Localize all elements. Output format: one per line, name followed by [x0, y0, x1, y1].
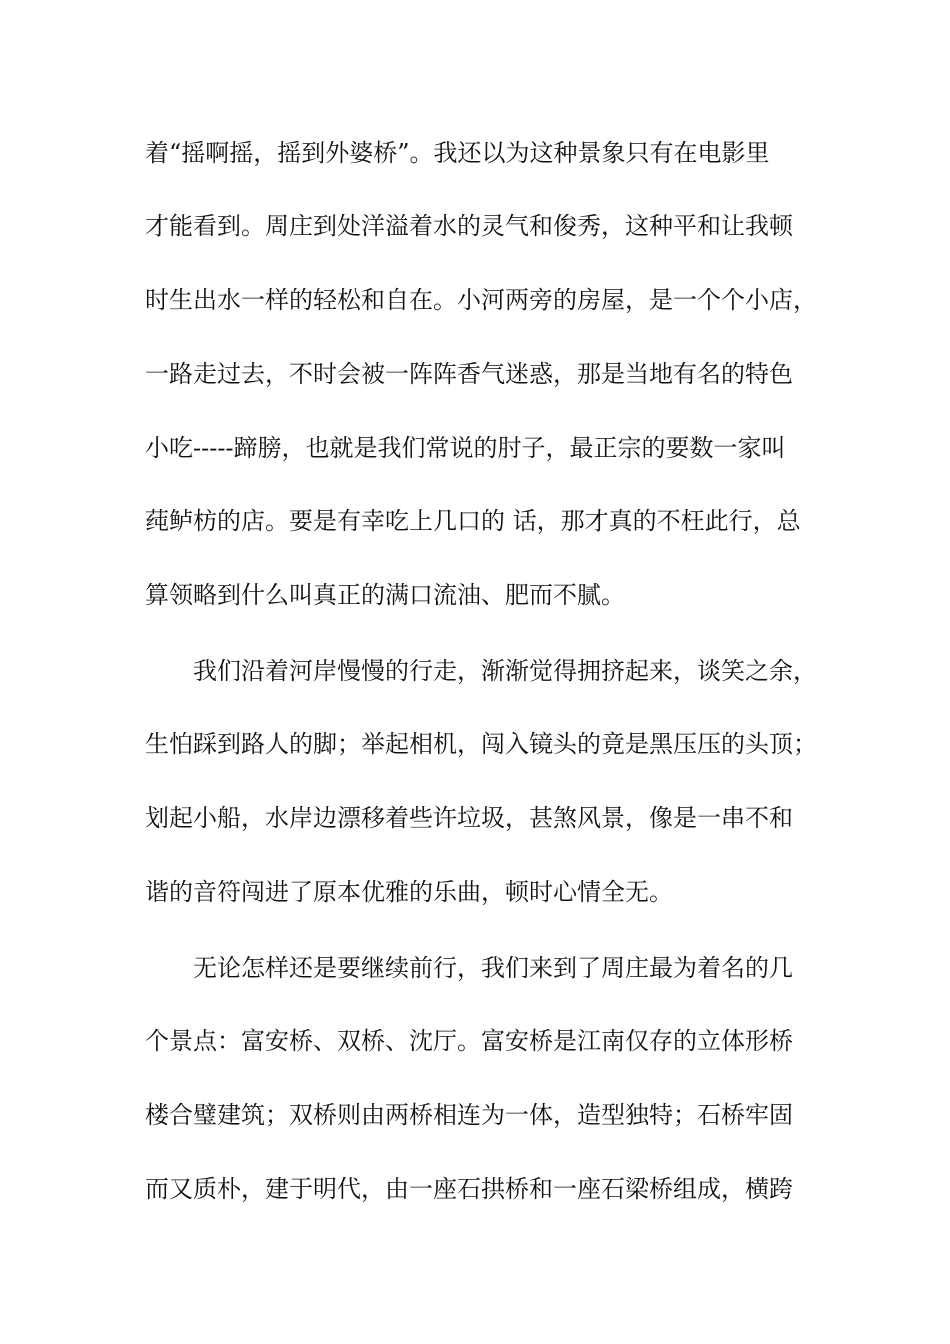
text-line-12: 无论怎样还是要继续前行，我们来到了周庄最为着名的几: [145, 954, 793, 982]
text-line-10: 划起小船，水岸边漂移着些许垃圾，甚煞风景，像是一串不和: [145, 804, 793, 832]
text-line-11: 谐的音符闯进了原本优雅的乐曲，顿时心情全无。: [145, 878, 673, 906]
text-line-6: 莼鲈枋的店。要是有幸吃上几口的 话，那才真的不枉此行，总: [145, 507, 801, 535]
text-line-15: 而又质朴，建于明代，由一座石拱桥和一座石梁桥组成，横跨: [145, 1175, 793, 1203]
text-line-2: 才能看到。周庄到处洋溢着水的灵气和俊秀，这种平和让我顿: [145, 212, 793, 240]
text-line-9: 生怕踩到路人的脚；举起相机，闯入镜头的竟是黑压压的头顶；: [145, 730, 817, 758]
text-line-13: 个景点：富安桥、双桥、沈厅。富安桥是江南仅存的立体形桥: [145, 1027, 793, 1055]
text-line-14: 楼合璧建筑；双桥则由两桥相连为一体，造型独特；石桥牢固: [145, 1101, 793, 1129]
text-line-7: 算领略到什么叫真正的满口流油、肥而不腻。: [145, 581, 625, 609]
text-line-4: 一路走过去，不时会被一阵阵香气迷惑，那是当地有名的特色: [145, 360, 793, 388]
text-line-5: 小吃-----蹄膀，也就是我们常说的肘子，最正宗的要数一家叫: [145, 434, 786, 462]
text-line-1: 着“摇啊摇，摇到外婆桥”。我还以为这种景象只有在电影里: [145, 139, 770, 167]
text-line-3: 时生出水一样的轻松和自在。小河两旁的房屋，是一个个小店，: [145, 286, 817, 314]
text-line-8: 我们沿着河岸慢慢的行走，渐渐觉得拥挤起来，谈笑之余，: [145, 657, 817, 685]
